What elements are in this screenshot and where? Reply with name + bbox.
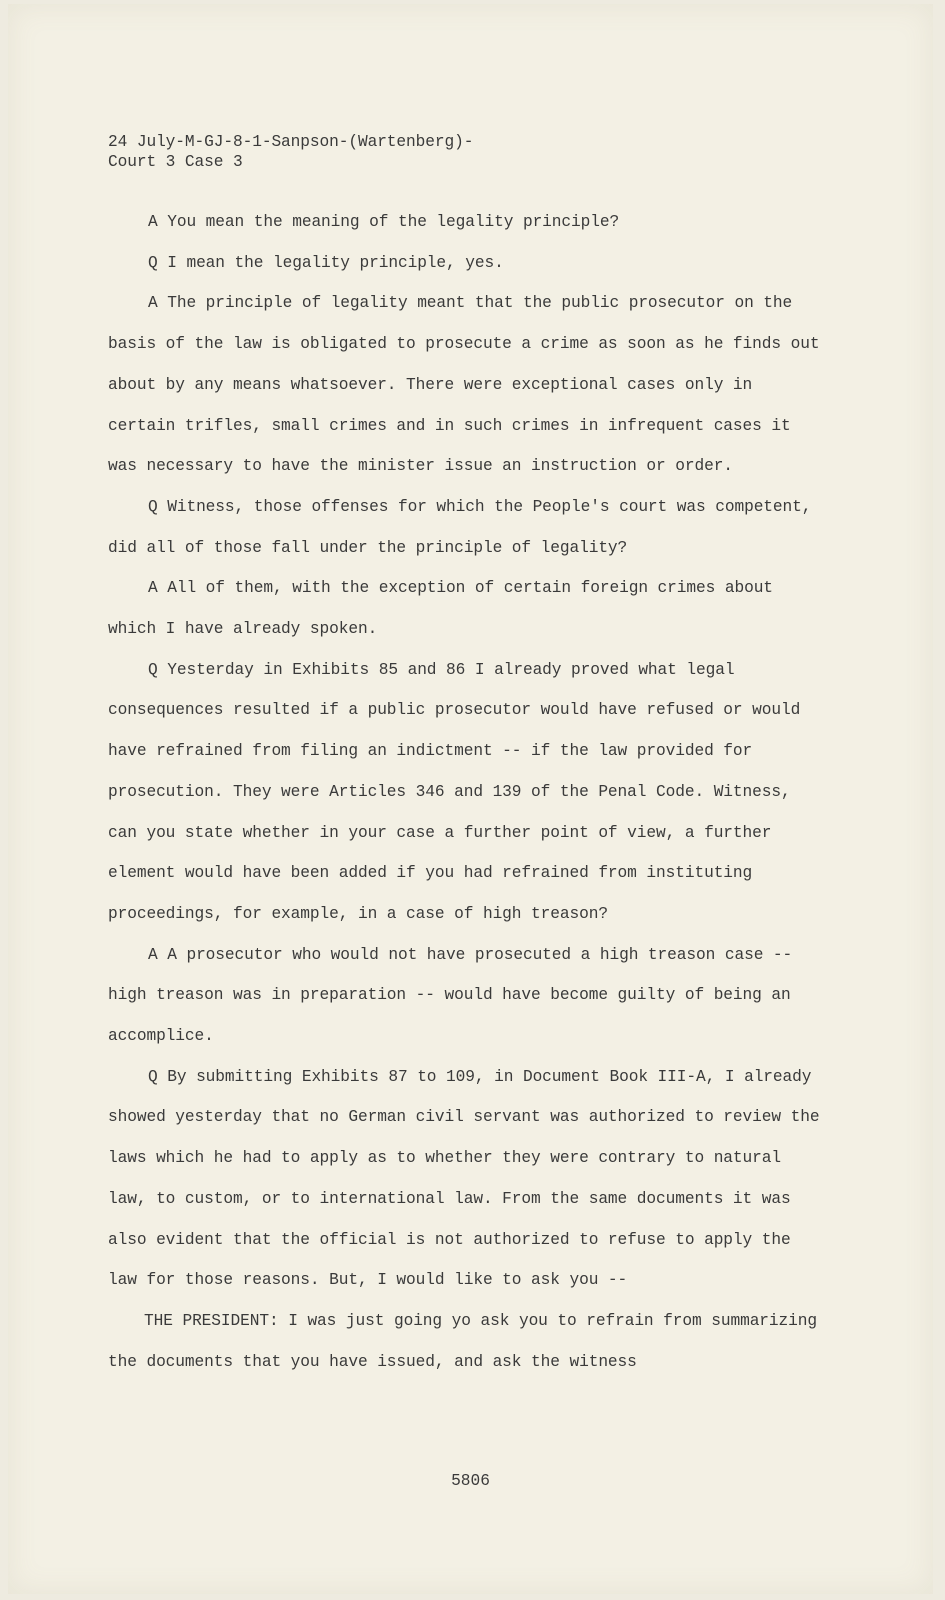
document-page — [8, 4, 933, 1594]
paragraph-answer-3: A All of them, with the exception of certain foreign crimes about which I have already spoken. — [108, 579, 773, 639]
header-line-1: 24 July-M-GJ-8-1-Sanpson-(Wartenberg)- — [108, 133, 474, 151]
paragraph-question-3: Q Yesterday in Exhibits 85 and 86 I already proved what legal consequences resulted if a public prosecutor would have refused or would have refrained from filing an indictment -- if the law provided for prosecution. They were Articles 346 and 139 of the Penal Code. Witness, can you state whether in your case a further point of view, a further element would have been added if you had refrained from instituting proceedings, for example, in a case of high treason? — [108, 660, 801, 923]
paragraph-answer-4: A A prosecutor who would not have prosecuted a high treason case -- high treason was in preparation -- would have become guilty of being an accomplice. — [108, 945, 793, 1046]
paragraph-answer-1: A You mean the meaning of the legality principle? — [148, 213, 620, 231]
paragraph-question-4: Q By submitting Exhibits 87 to 109, in Document Book III-A, I already showed yesterday that no German civil servant was authorized to review the laws which he had to apply as to whether they were contrary to natural law, to custom, or to international law. From the same documents it was also evident that the official is not authorized to refuse to apply the law for those reasons. But, I would like to ask you -- — [108, 1067, 820, 1290]
paragraph-question-2: Q Witness, those offenses for which the People's court was competent, did all of those fall under the principle of legality? — [108, 497, 812, 557]
header-line-2: Court 3 Case 3 — [108, 153, 243, 171]
page-number: 5806 — [451, 1472, 490, 1490]
paragraph-answer-2: A The principle of legality meant that the public prosecutor on the basis of the law is obligated to prosecute a crime as soon as he finds out about by any means whatsoever. There were exceptional cases only in certain trifles, small crimes and in such crimes in infrequent cases it was necessary to have the minister issue an instruction or order. — [108, 294, 820, 476]
transcript-body — [108, 132, 828, 1382]
paragraph-president: THE PRESIDENT: I was just going yo ask you to refrain from summarizing the documents that you have issued, and ask the witness — [108, 1311, 817, 1371]
paragraph-question-1: Q I mean the legality principle, yes. — [148, 253, 504, 272]
testimony-text — [108, 202, 828, 1382]
